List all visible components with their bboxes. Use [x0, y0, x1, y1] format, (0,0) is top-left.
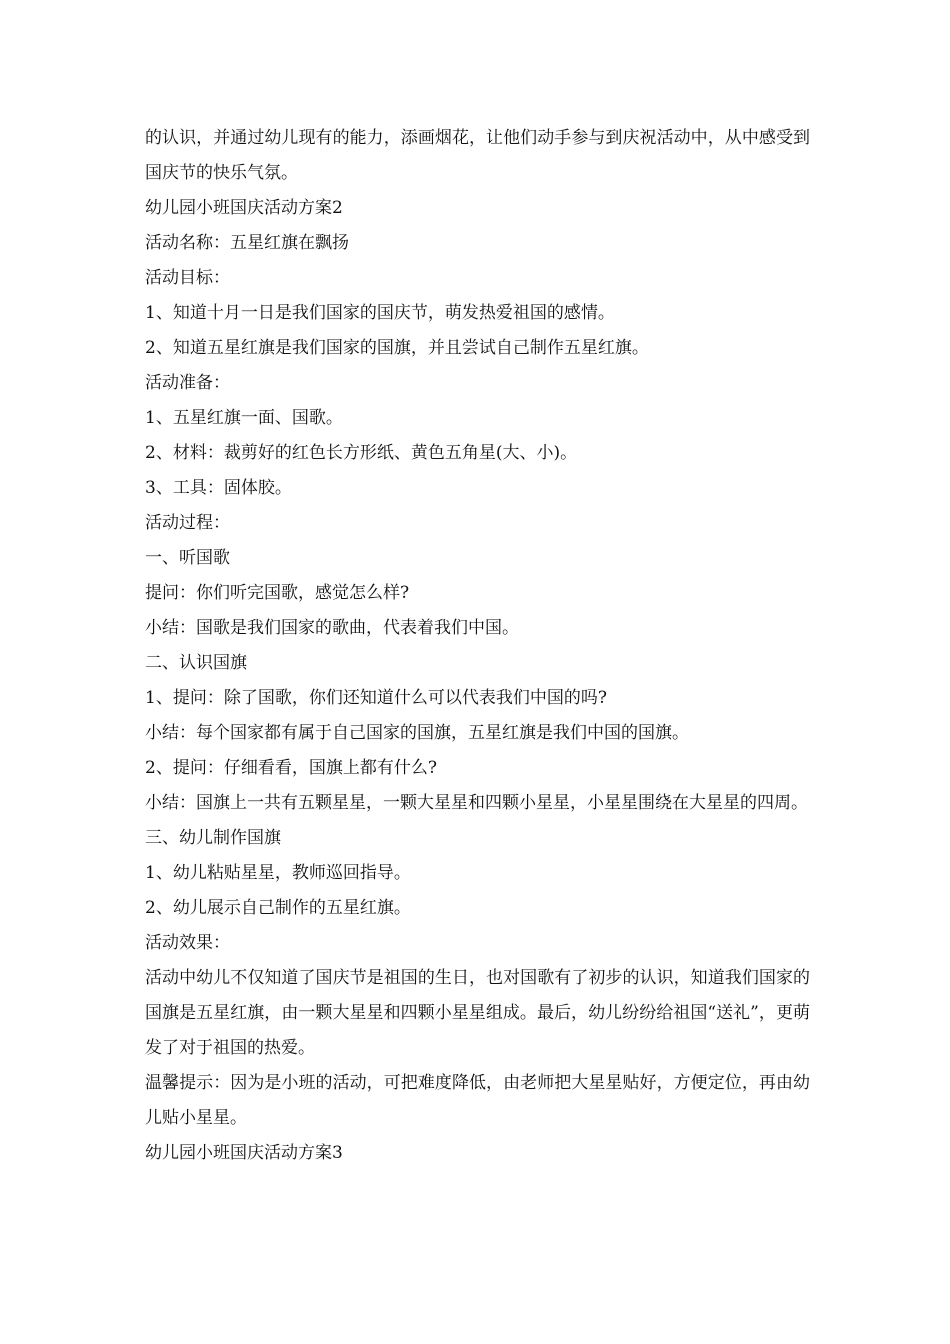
activity-effect-body: 活动中幼儿不仅知道了国庆节是祖国的生日，也对国歌有了初步的认识，知道我们国家的国旗是五星红旗，由一颗大星星和四颗小星星组成。最后，幼儿纷纷给祖国“送礼”，更萌发了对于祖国的热爱。	[145, 968, 810, 1058]
paragraph-intro-continued: 的认识，并通过幼儿现有的能力，添画烟花，让他们动手参与到庆祝活动中，从中感受到国庆节的快乐气氛。	[145, 128, 810, 183]
activity-effect-heading: 活动效果：	[145, 933, 230, 953]
step-2-heading: 二、认识国旗	[145, 653, 247, 673]
activity-name: 活动名称：五星红旗在飘扬	[145, 233, 349, 253]
warm-tip: 温馨提示：因为是小班的活动，可把难度降低，由老师把大星星贴好，方便定位，再由幼儿贴小星星。	[145, 1073, 810, 1128]
step-2-question-2: 2、提问：仔细看看，国旗上都有什么?	[145, 758, 437, 778]
activity-process-heading: 活动过程：	[145, 513, 230, 533]
preparation-item-3: 3、工具：固体胶。	[145, 478, 292, 498]
step-3-heading: 三、幼儿制作国旗	[145, 828, 281, 848]
document-page	[145, 121, 810, 1171]
activity-goals-heading: 活动目标：	[145, 268, 230, 288]
step-2-summary-2: 小结：国旗上一共有五颗星星，一颗大星星和四颗小星星，小星星围绕在大星星的四周。	[145, 793, 808, 813]
preparation-item-1: 1、五星红旗一面、国歌。	[145, 408, 343, 428]
step-1-question: 提问：你们听完国歌，感觉怎么样?	[145, 583, 410, 603]
section-heading-plan-2: 幼儿园小班国庆活动方案2	[145, 198, 343, 218]
step-3-item-1: 1、幼儿粘贴星星，教师巡回指导。	[145, 863, 411, 883]
step-3-item-2: 2、幼儿展示自己制作的五星红旗。	[145, 898, 411, 918]
activity-preparation-heading: 活动准备：	[145, 373, 230, 393]
preparation-item-2: 2、材料：裁剪好的红色长方形纸、黄色五角星(大、小)。	[145, 443, 578, 463]
goal-item-1: 1、知道十月一日是我们国家的国庆节，萌发热爱祖国的感情。	[145, 303, 615, 323]
step-1-summary: 小结：国歌是我们国家的歌曲，代表着我们中国。	[145, 618, 519, 638]
goal-item-2: 2、知道五星红旗是我们国家的国旗，并且尝试自己制作五星红旗。	[145, 338, 649, 358]
step-2-summary-1: 小结：每个国家都有属于自己国家的国旗，五星红旗是我们中国的国旗。	[145, 723, 689, 743]
step-2-question-1: 1、提问：除了国歌，你们还知道什么可以代表我们中国的吗?	[145, 688, 607, 708]
section-heading-plan-3: 幼儿园小班国庆活动方案3	[145, 1143, 343, 1163]
step-1-heading: 一、听国歌	[145, 548, 230, 568]
